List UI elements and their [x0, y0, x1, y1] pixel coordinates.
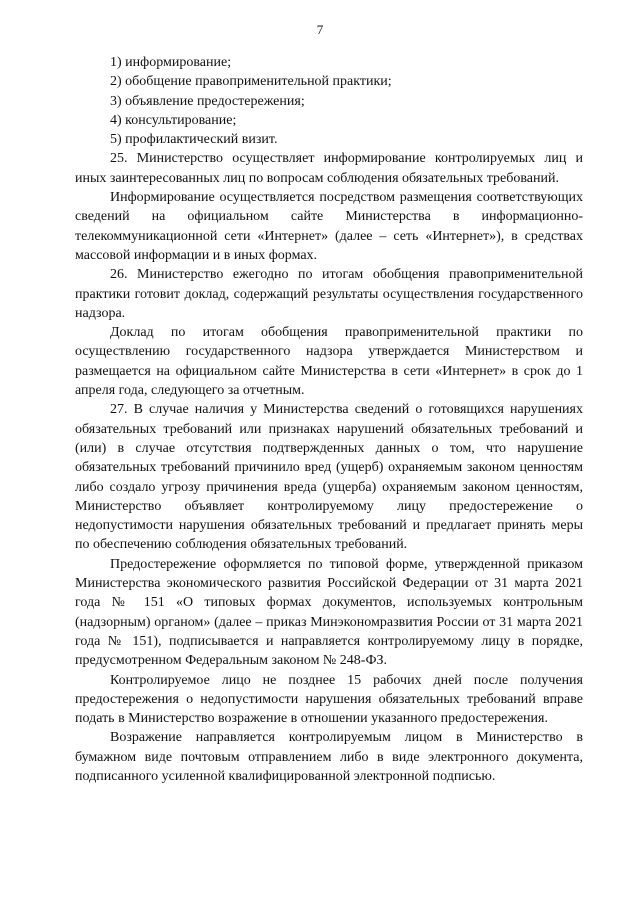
paragraph-objection-delivery: Возражение направляется контролируемым лицом в Министерство в бумажном виде почтовым отправлением либо в виде электронного документа, подписанного усиленной квалифицированной электронной подписью. [75, 730, 583, 784]
paragraph-objection-right: Контролируемое лицо не позднее 15 рабочих дней после получения предостережения о недопустимости нарушения обязательных требований вправе подать в Министерство возражение в отношении указанного предостережения. [75, 672, 583, 727]
list-item-3: 3) объявление предостережения; [110, 93, 305, 109]
page-number: 7 [316, 22, 324, 37]
paragraph-26: 26. Министерство ежегодно по итогам обобщения правоприменительной практики готовит доклад, содержащий результаты осуществления государственного надзора. [75, 267, 583, 321]
document-body [75, 53, 583, 786]
list-item-5: 5) профилактический визит. [110, 132, 278, 148]
paragraph-warning-form: Предостережение оформляется по типовой форме, утвержденной приказом Министерства экономического развития Российской Федерации от 31 марта 2021 года № 151 «О типовых формах документов, используемых контрольным (надзорным) органом» (далее – приказ Минэкономразвития России от 31 марта 2021 года № 151), подписывается и направляется контролируемому лицу в порядке, предусмотренном Федеральным законом № 248-ФЗ. [75, 556, 583, 669]
list-item-4: 4) консультирование; [110, 112, 237, 128]
list-item-1: 1) информирование; [110, 55, 232, 70]
paragraph-25: 25. Министерство осуществляет информирование контролируемых лиц и иных заинтересованных лиц по вопросам соблюдения обязательных требований. [75, 151, 583, 186]
paragraph-informing: Информирование осуществляется посредством размещения соответствующих сведений на официальном сайте Министерства в информационно-телекоммуникационной сети «Интернет» (далее – сеть «Интернет»), в средствах массовой информации и в иных формах. [75, 190, 583, 263]
paragraph-27: 27. В случае наличия у Министерства сведений о готовящихся нарушениях обязательных требований или признаках нарушений обязательных требований и (или) в случае отсутствия подтвержденных данных о том, что нарушение обязательных требований причинило вред (ущерб) охраняемым законом ценностям либо создало угрозу причинения вреда (ущерба) охраняемым законом ценностям, Министерство объявляет контролируемому лицу предостережение о недопустимости нарушения обязательных требований и предлагает принять меры по обеспечению соблюдения обязательных требований. [75, 402, 583, 553]
paragraph-report: Доклад по итогам обобщения правоприменительной практики по осуществлению государственного надзора утверждается Министерством и размещается на официальном сайте Министерства в сети «Интернет» в срок до 1 апреля года, следующего за отчетным. [75, 325, 583, 399]
list-item-2: 2) обобщение правоприменительной практики; [110, 74, 392, 90]
